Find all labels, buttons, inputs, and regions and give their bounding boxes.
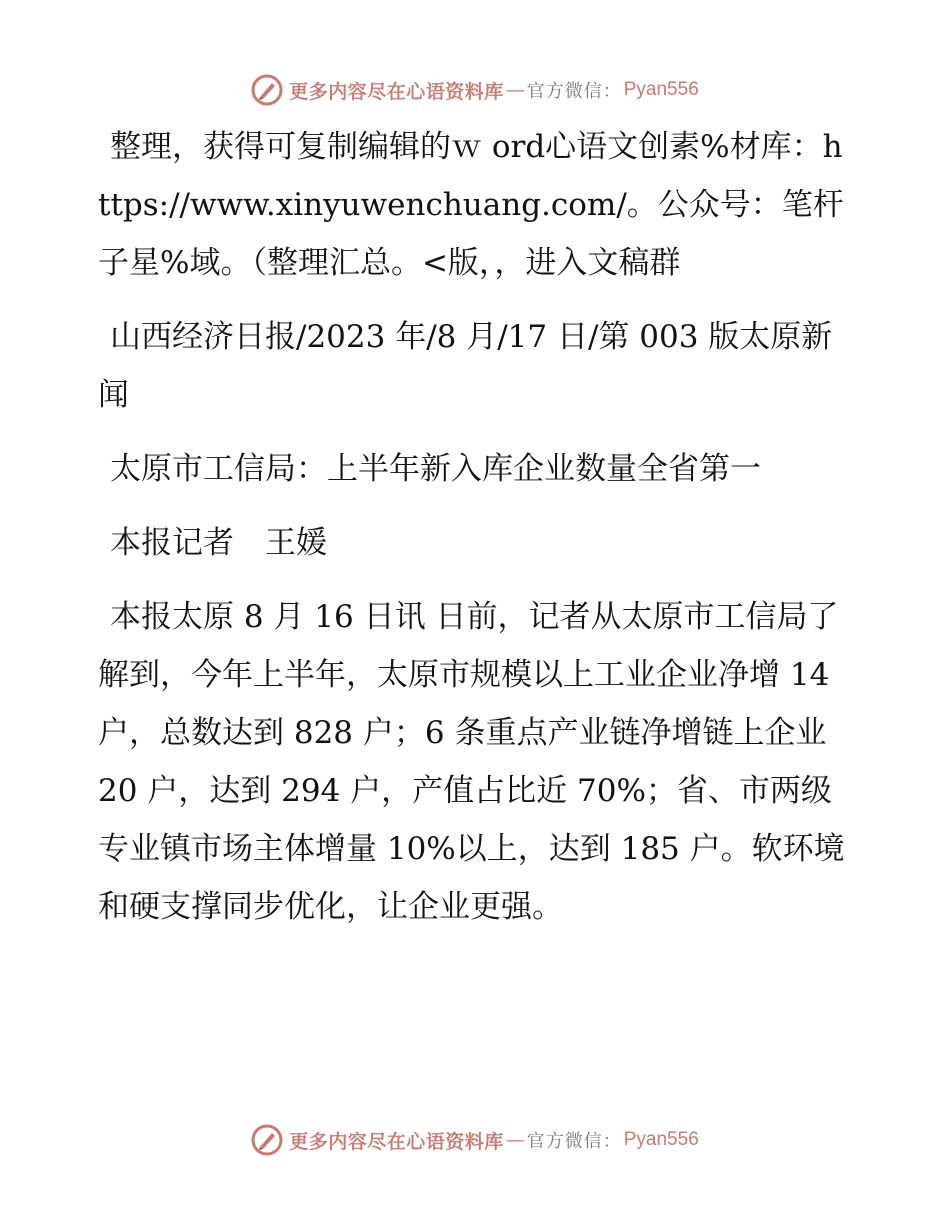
- watermark-separator: —: [505, 1129, 525, 1151]
- intro-paragraph: 整理，获得可复制编辑的ｗ ord心语文创素%材库：https://www.xinyuwenchuang.com/。公众号：笔杆子星%域。（整理汇总。<版，，进入文稿群: [98, 129, 844, 281]
- byline: 本报记者 王媛: [110, 525, 327, 561]
- watermark-banner-bottom: [0, 1120, 950, 1160]
- document-body: [98, 118, 850, 936]
- headline: 太原市工信局：上半年新入库企业数量全省第一: [110, 451, 761, 487]
- watermark-prefix: 更多内容尽在心语资料库: [289, 1130, 504, 1153]
- watermark-official-label: 官方微信：: [526, 1131, 622, 1152]
- source-line: 山西经济日报/2023 年/8 月/17 日/第 003 版太原新闻: [98, 319, 833, 413]
- watermark-banner-top: [0, 70, 950, 110]
- body-paragraph: 本报太原 8 月 16 日讯 日前，记者从太原市工信局了解到，今年上半年，太原市规模以上工业企业净增 14 户，总数达到 828 户；6 条重点产业链净增链上企业 20 户，达到 294 户，产值占比近 70%；省、市两级专业镇市场主体增量 10%以上，达到 185 户。软环境和硬支撑同步优化，让企业更强。: [98, 599, 845, 925]
- watermark-separator: —: [505, 79, 525, 101]
- watermark-wechat-id: Pyan556: [623, 79, 699, 100]
- watermark-official-label: 官方微信：: [526, 81, 622, 102]
- pen-circle-logo-icon: [251, 74, 283, 106]
- watermark-prefix: 更多内容尽在心语资料库: [289, 80, 504, 103]
- pen-circle-logo-icon: [251, 1124, 283, 1156]
- watermark-wechat-id: Pyan556: [623, 1129, 699, 1150]
